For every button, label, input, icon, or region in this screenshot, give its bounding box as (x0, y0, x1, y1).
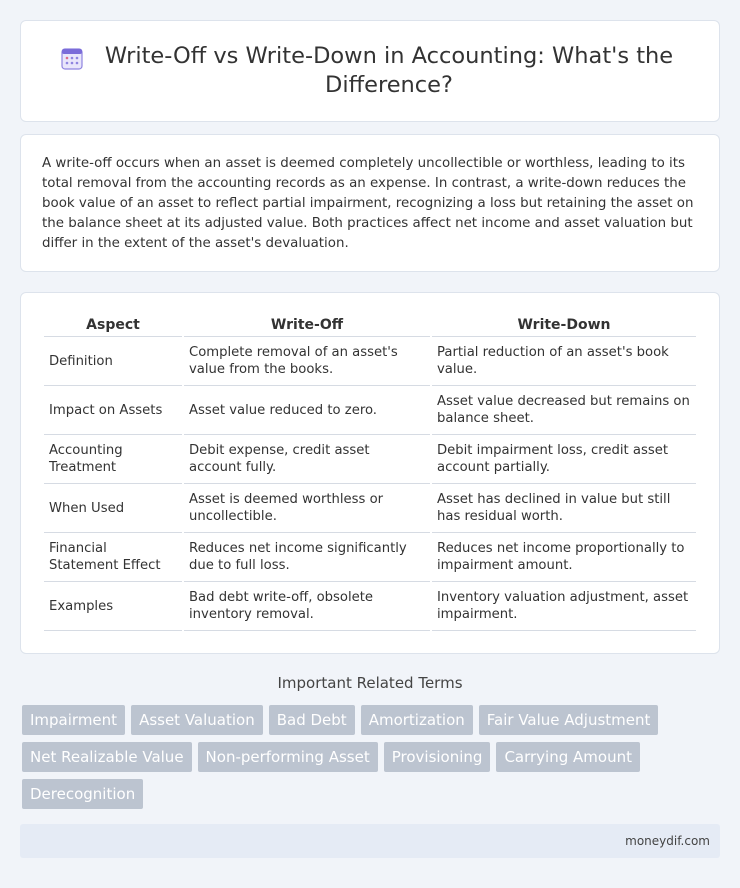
table-row (44, 533, 696, 582)
row-write-down: Partial reduction of an asset's book value. (432, 337, 696, 386)
intro-paragraph: A write-off occurs when an asset is deemed completely uncollectible or worthless, leading to its total removal from the accounting records as an expense. In contrast, a write-down reduces the book value of an asset to reflect partial impairment, recognizing a loss but retaining the asset on the balance sheet at its adjusted value. Both practices affect net income and asset valuation but differ in the extent of the asset's devaluation. (42, 156, 694, 251)
row-write-off: Bad debt write-off, obsolete inventory removal. (184, 582, 430, 631)
tag-fair-value-adjustment[interactable]: Fair Value Adjustment (479, 705, 659, 735)
tag-provisioning[interactable]: Provisioning (384, 742, 491, 772)
row-write-down: Inventory valuation adjustment, asset impairment. (432, 582, 696, 631)
row-write-off: Debit expense, credit asset account fully. (184, 435, 430, 484)
header-aspect: Aspect (44, 315, 182, 337)
tag-impairment[interactable]: Impairment (22, 705, 125, 735)
related-terms-list (22, 705, 722, 816)
header-write-down: Write-Down (432, 315, 696, 337)
table-row (44, 582, 696, 631)
row-write-down: Debit impairment loss, credit asset account partially. (432, 435, 696, 484)
row-write-off: Reduces net income significantly due to full loss. (184, 533, 430, 582)
row-aspect: Impact on Assets (44, 386, 182, 435)
title-wrap (21, 21, 719, 121)
table-row (44, 386, 696, 435)
row-write-off: Asset value reduced to zero. (184, 386, 430, 435)
footer-source[interactable]: moneydif.com (625, 834, 710, 848)
row-aspect: Examples (44, 582, 182, 631)
intro-card (20, 134, 720, 272)
row-write-off: Complete removal of an asset's value from the books. (184, 337, 430, 386)
tag-non-performing-asset[interactable]: Non-performing Asset (198, 742, 378, 772)
related-terms-title: Important Related Terms (277, 674, 463, 692)
table-header-row (44, 315, 696, 337)
row-aspect: Accounting Treatment (44, 435, 182, 484)
table-row (44, 337, 696, 386)
tag-carrying-amount[interactable]: Carrying Amount (496, 742, 640, 772)
table-row (44, 435, 696, 484)
table-row (44, 484, 696, 533)
comparison-card (20, 292, 720, 654)
header-write-off: Write-Off (184, 315, 430, 337)
tag-derecognition[interactable]: Derecognition (22, 779, 143, 809)
tag-asset-valuation[interactable]: Asset Valuation (131, 705, 263, 735)
row-aspect: Definition (44, 337, 182, 386)
row-write-down: Asset value decreased but remains on balance sheet. (432, 386, 696, 435)
tag-net-realizable-value[interactable]: Net Realizable Value (22, 742, 192, 772)
row-aspect: When Used (44, 484, 182, 533)
row-write-off: Asset is deemed worthless or uncollectible. (184, 484, 430, 533)
calendar-grid-icon (61, 45, 83, 71)
tag-amortization[interactable]: Amortization (361, 705, 473, 735)
title-card (20, 20, 720, 122)
comparison-table (42, 315, 698, 631)
row-write-down: Asset has declined in value but still has residual worth. (432, 484, 696, 533)
row-aspect: Financial Statement Effect (44, 533, 182, 582)
page-title: Write-Off vs Write-Down in Accounting: What's the Difference? (104, 43, 674, 98)
row-write-down: Reduces net income proportionally to impairment amount. (432, 533, 696, 582)
footer (20, 824, 720, 858)
tag-bad-debt[interactable]: Bad Debt (269, 705, 355, 735)
